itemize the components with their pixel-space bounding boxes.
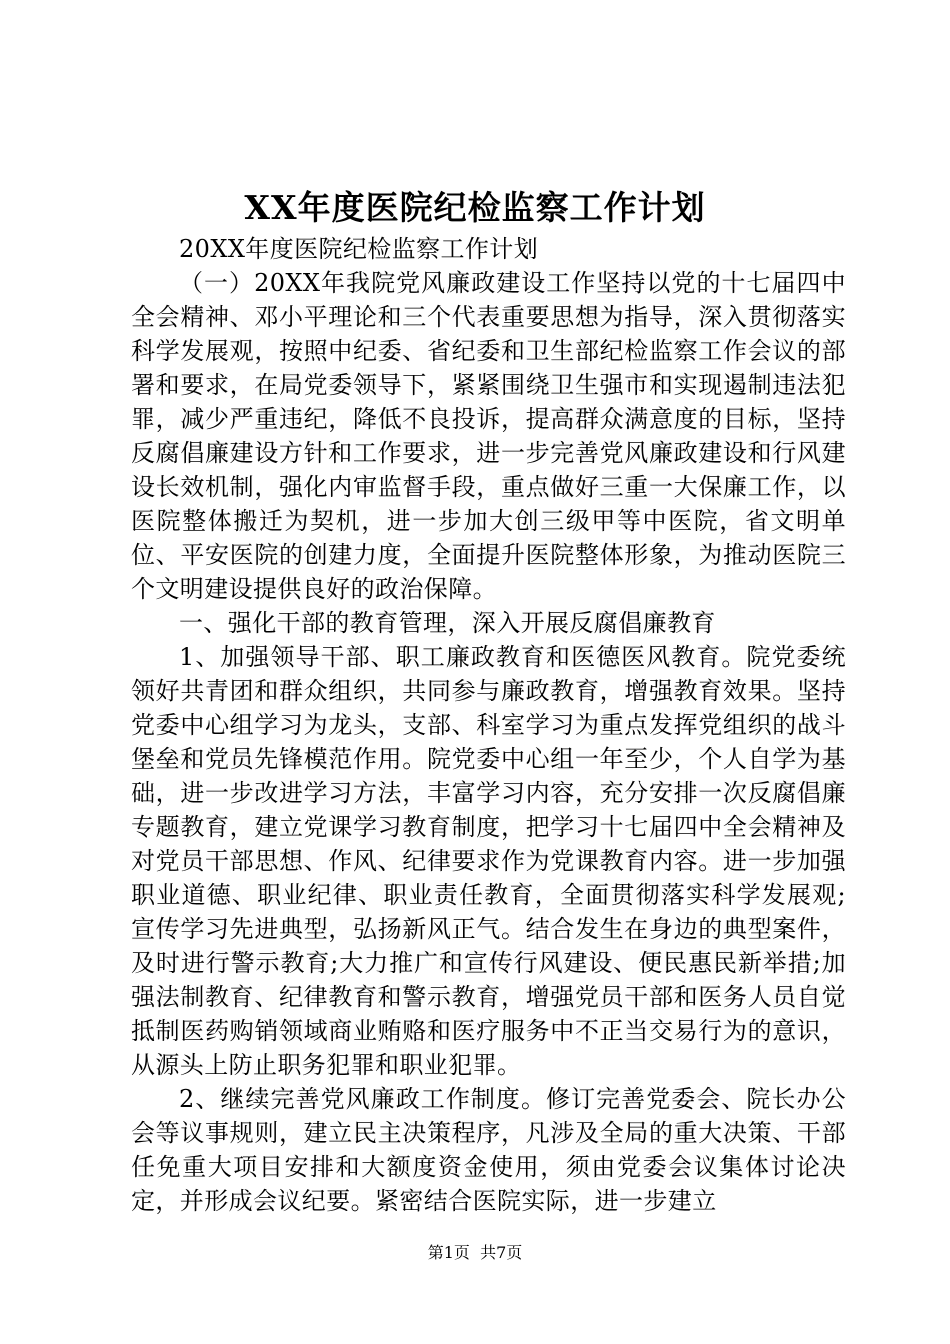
section-heading: 一、强化干部的教育管理，深入开展反腐倡廉教育 <box>179 609 716 637</box>
document-title: XX年度医院纪检监察工作计划 <box>244 188 706 227</box>
subtitle-paragraph: 20XX年度医院纪检监察工作计划 <box>179 235 539 263</box>
page-number: 第1页 共7页 <box>427 1243 523 1262</box>
page-footer <box>0 1243 950 1263</box>
body-paragraph: 1、加强领导干部、职工廉政教育和医德医风教育。院党委统领好共青团和群众组织，共同参与廉政教育，增强教育效果。坚持党委中心组学习为龙头，支部、科室学习为重点发挥党组织的战斗堡垒和党员先锋模范作用。院党委中心组一年至少，个人自学为基础，进一步改进学习方法，丰富学习内容，充分安排一次反腐倡廉专题教育，建立党课学习教育制度，把学习十七届四中全会精神及对党员干部思想、作风、纪律要求作为党课教育内容。进一步加强职业道德、职业纪律、职业责任教育，全面贯彻落实科学发展观;宣传学习先进典型，弘扬新风正气。结合发生在身边的典型案件，及时进行警示教育;大力推广和宣传行风建设、便民惠民新举措;加强法制教育、纪律教育和警示教育，增强党员干部和医务人员自觉抵制医药购销领域商业贿赂和医疗服务中不正当交易行为的意识，从源头上防止职务犯罪和职业犯罪。 <box>131 643 846 1079</box>
document-body <box>131 232 846 1218</box>
intro-paragraph: （一）20XX年我院党风廉政建设工作坚持以党的十七届四中全会精神、邓小平理论和三个代表重要思想为指导，深入贯彻落实科学发展观，按照中纪委、省纪委和卫生部纪检监察工作会议的部署和要求，在局党委领导下，紧紧围绕卫生强市和实现遏制违法犯罪，减少严重违纪，降低不良投诉，提高群众满意度的目标，坚持反腐倡廉建设方针和工作要求，进一步完善党风廉政建设和行风建设长效机制，强化内审监督手段，重点做好三重一大保廉工作，以医院整体搬迁为契机，进一步加大创三级甲等中医院，省文明单位、平安医院的创建力度，全面提升医院整体形象，为推动医院三个文明建设提供良好的政治保障。 <box>131 269 846 603</box>
body-paragraph: 2、继续完善党风廉政工作制度。修订完善党委会、院长办公会等议事规则，建立民主决策程序，凡涉及全局的重大决策、干部任免重大项目安排和大额度资金使用，须由党委会议集体讨论决定，并形成会议纪要。紧密结合医院实际，进一步建立 <box>131 1085 846 1215</box>
